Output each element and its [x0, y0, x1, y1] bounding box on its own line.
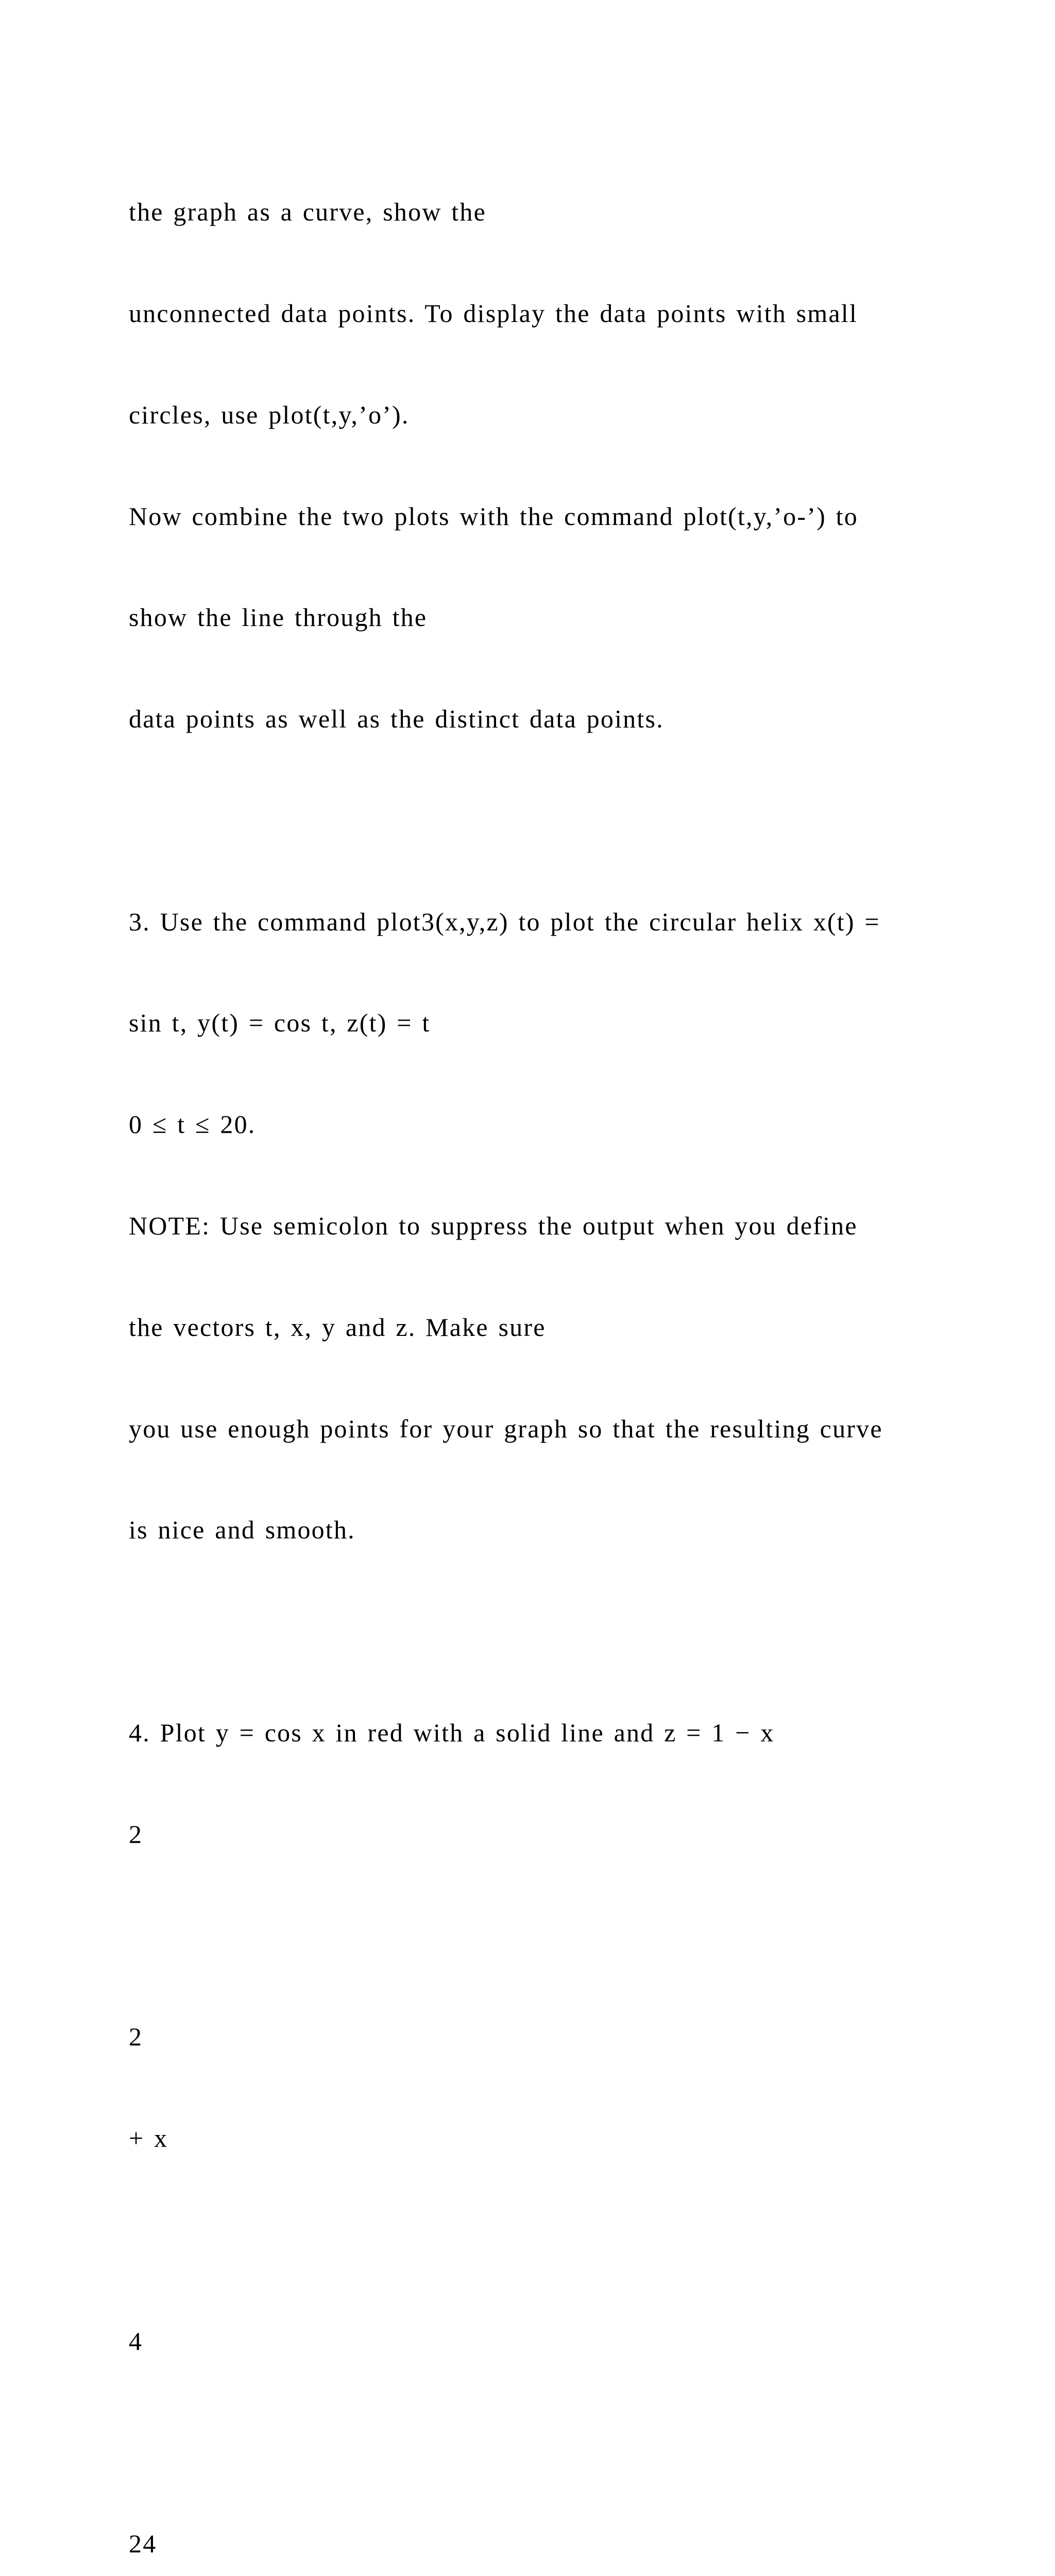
text-line: you use enough points for your graph so that the resulting curve [129, 1414, 883, 1443]
text-line: data points as well as the distinct data points. [129, 704, 664, 734]
text-line: + x [129, 2124, 168, 2153]
text-line: 3. Use the command plot3(x,y,z) to plot the circular helix x(t) = [129, 907, 880, 936]
text-line: unconnected data points. To display the data points with small [129, 298, 858, 328]
text-line: 2 [129, 2022, 143, 2052]
document-body [129, 128, 963, 2576]
text-line: NOTE: Use semicolon to suppress the output when you define [129, 1211, 858, 1240]
text-line: 4 [129, 2326, 143, 2355]
text-line: circles, use plot(t,y,’o’). [129, 400, 410, 429]
text-line: sin t, y(t) = cos t, z(t) = t [129, 1008, 431, 1038]
blank-line [129, 2223, 963, 2257]
blank-line [129, 2426, 963, 2460]
text-line: 2 [129, 1819, 143, 1849]
text-line: the vectors t, x, y and z. Make sure [129, 1312, 546, 1342]
blank-line [129, 1919, 963, 1953]
text-line: 24 [129, 2529, 157, 2558]
text-line: 4. Plot y = cos x in red with a solid line and z = 1 − x [129, 1718, 775, 1747]
text-line: 0 ≤ t ≤ 20. [129, 1110, 256, 1139]
text-line: the graph as a curve, show the [129, 197, 486, 227]
text-line: is nice and smooth. [129, 1515, 355, 1545]
blank-line [129, 804, 963, 838]
text-line: Now combine the two plots with the command plot(t,y,’o-’) to [129, 501, 858, 531]
blank-line [129, 1615, 963, 1649]
text-line: show the line through the [129, 603, 428, 632]
